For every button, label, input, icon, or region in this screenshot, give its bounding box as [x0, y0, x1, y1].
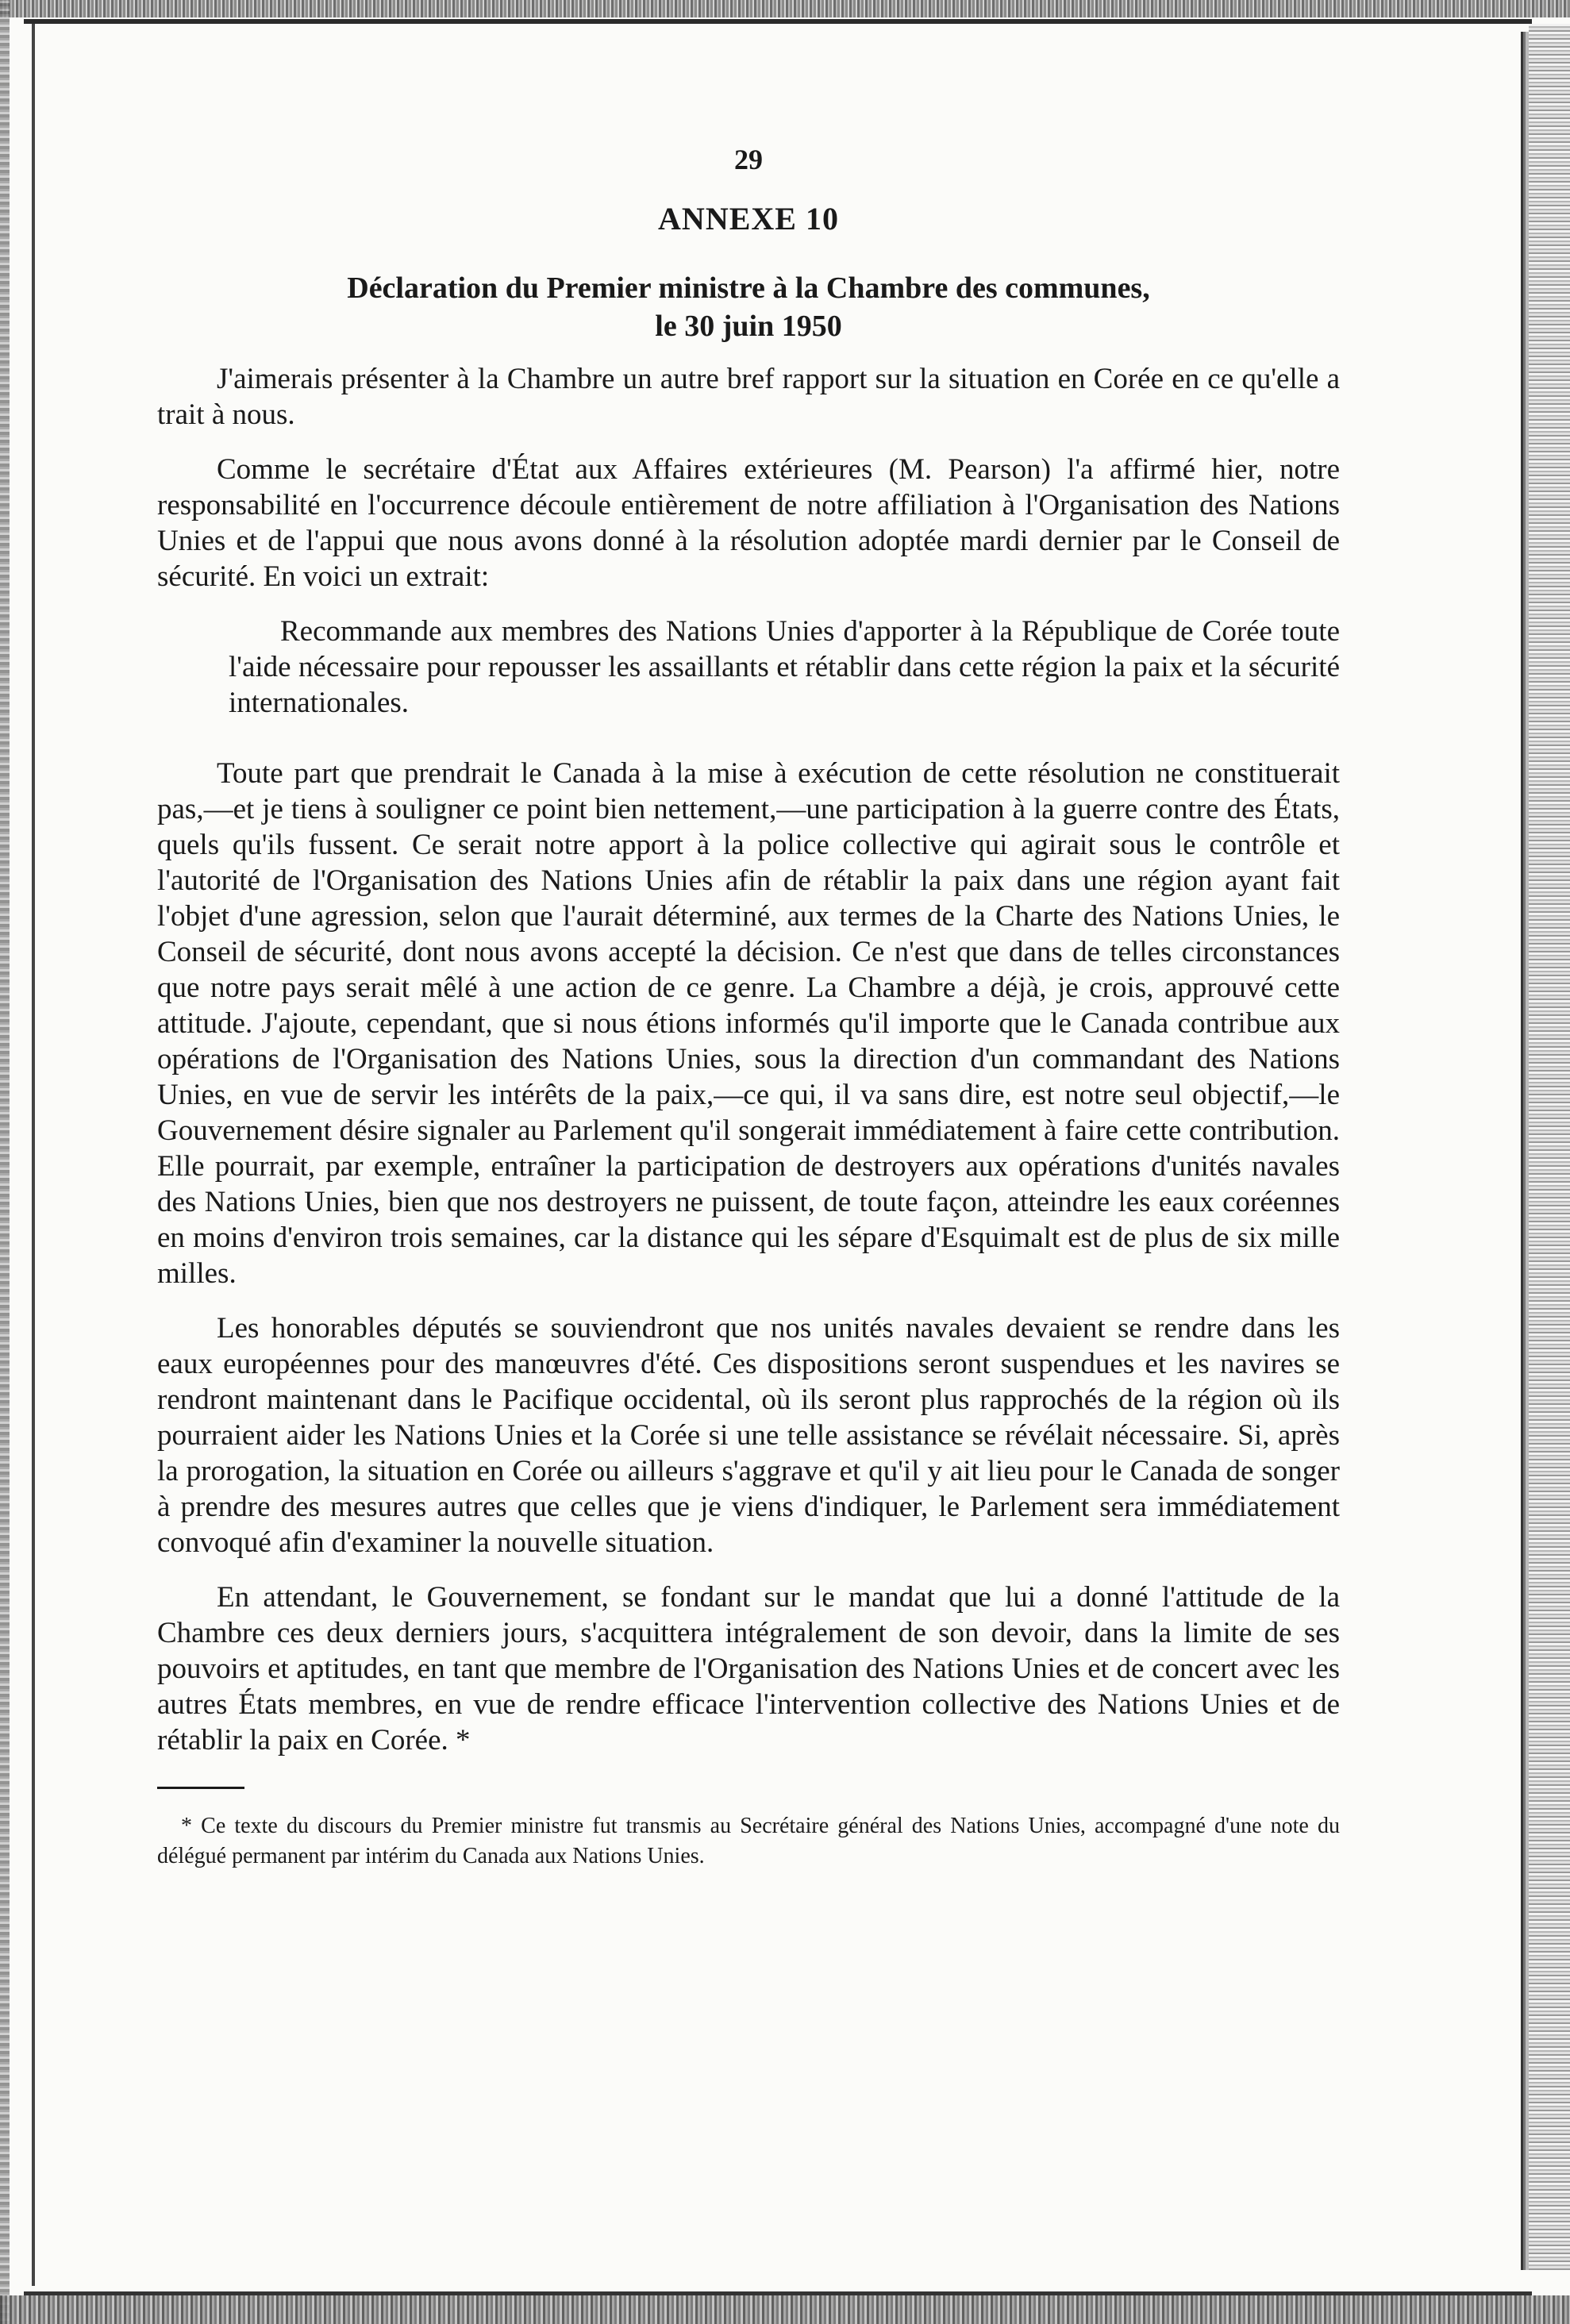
page-border-right: [1521, 32, 1529, 2270]
paragraph: J'aimerais présenter à la Chambre un autre bref rapport sur la situation en Corée en ce qu'elle a trait à nous.: [157, 363, 1340, 431]
footnote-divider: [157, 1787, 244, 1789]
paragraph: Les honorables députés se souviendront que nos unités navales devaient se rendre dans les eaux européennes pour des manœuvres d'été. Ces dispositions seront suspendues et les navires se rendront maintenant dans le Pacifique occidental, où ils seront plus rapprochés de la région où ils pourraient aider les Nations Unies et la Corée si une telle assistance se révélait nécessaire. Si, après la prorogation, la situation en Corée ou ailleurs s'aggrave et qu'il y ait lieu pour le Canada de songer à prendre des mesures autres que celles que je viens d'indiquer, le Parlement sera immédiatement convoqué afin d'examiner la nouvelle situation.: [157, 1312, 1340, 1559]
page-number: 29: [734, 144, 763, 175]
scan-edge-bottom: [0, 2295, 1570, 2324]
page-border-bottom: [24, 2291, 1532, 2295]
document-title-line1: Déclaration du Premier ministre à la Chambre des communes,: [347, 271, 1150, 305]
paragraph: En attendant, le Gouvernement, se fondant sur le mandat que lui a donné l'attitude de la Chambre ces deux derniers jours, s'acquittera intégralement de son devoir, dans la limite de ses pouvoirs et aptitudes, en tant que membre de l'Organisation des Nations Unies et de concert avec les autres États membres, en vue de rendre efficace l'intervention collective des Nations Unies et de rétablir la paix en Corée. *: [157, 1581, 1340, 1756]
page-border-left: [32, 24, 35, 2286]
scan-edge-top: [0, 0, 1570, 17]
block-quote: Recommande aux membres des Nations Unies d'apporter à la République de Corée toute l'aide nécessaire pour repousser les assaillants et rétablir dans cette région la paix et la sécurité internationales.: [229, 615, 1340, 719]
document-title: [157, 269, 1340, 345]
scan-edge-right: [1529, 24, 1570, 2270]
annex-title: ANNEXE 10: [658, 201, 839, 237]
page-content: [157, 143, 1340, 1894]
scan-edge-left: [0, 0, 10, 2324]
page-border-top: [24, 19, 1532, 24]
paragraph: Toute part que prendrait le Canada à la mise à exécution de cette résolution ne constituerait pas,—et je tiens à souligner ce point bien nettement,—une participation à la guerre contre des États, quels qu'ils fussent. Ce serait notre apport à la police collective qui agirait sous le contrôle et l'autorité de l'Organisation des Nations Unies afin de rétablir la paix dans une région ayant fait l'objet d'une agression, selon que l'aurait déterminé, aux termes de la Charte des Nations Unies, le Conseil de sécurité, dont nous avons accepté la décision. Ce n'est que dans de telles circonstances que notre pays serait mêlé à une action de ce genre. La Chambre a déjà, je crois, approuvé cette attitude. J'ajoute, cependant, que si nous étions informés qu'il importe que le Canada contribue aux opérations de l'Organisation des Nations Unies, sous la direction d'un commandant des Nations Unies, en vue de servir les intérêts de la paix,—ce qui, il va sans dire, est notre seul objectif,—le Gouvernement désire signaler au Parlement qu'il songerait immédiatement à faire cette contribution. Elle pourrait, par exemple, entraîner la participation de destroyers aux opérations d'unités navales des Nations Unies, bien que nos destroyers ne puissent, de toute façon, atteindre les eaux coréennes en moins d'environ trois semaines, car la distance qui les sépare d'Esquimalt est de plus de six mille milles.: [157, 757, 1340, 1290]
document-title-line2: le 30 juin 1950: [655, 310, 842, 343]
footnote: * Ce texte du discours du Premier ministre fut transmis au Secrétaire général des Nations Unies, accompagné d'une note du délégué permanent par intérim du Canada aux Nations Unies.: [157, 1814, 1340, 1868]
paragraph: Comme le secrétaire d'État aux Affaires extérieures (M. Pearson) l'a affirmé hier, notre responsabilité en l'occurrence découle entièrement de notre affiliation à l'Organisation des Nations Unies et de l'appui que nous avons donné à la résolution adoptée mardi dernier par le Conseil de sécurité. En voici un extrait:: [157, 453, 1340, 593]
